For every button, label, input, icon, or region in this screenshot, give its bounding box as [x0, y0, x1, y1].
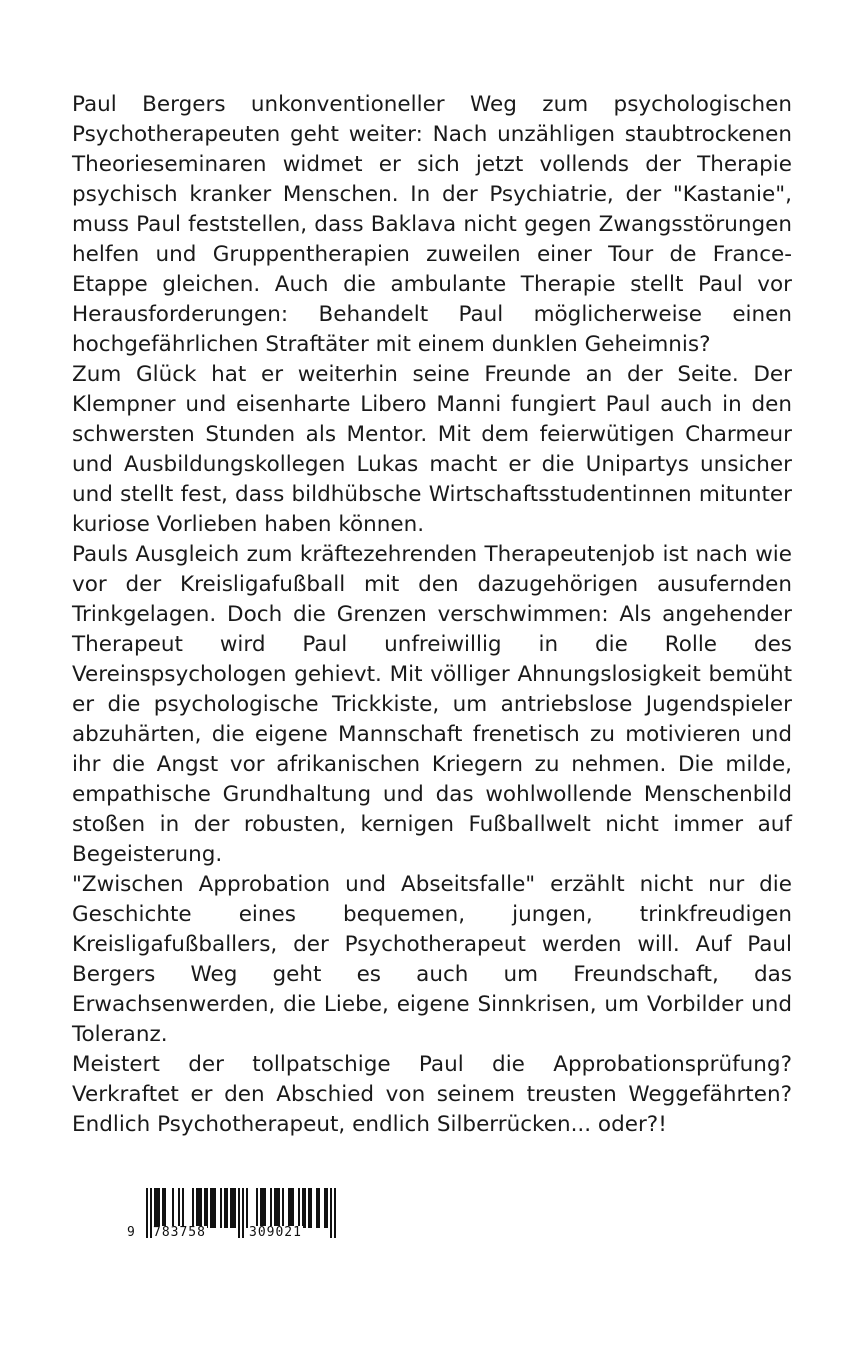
- barcode-bar: [262, 1188, 264, 1228]
- barcode-bar: [290, 1188, 292, 1228]
- barcode-bar: [302, 1188, 304, 1228]
- barcode-bar: [206, 1188, 208, 1228]
- barcode-bar: [200, 1188, 202, 1228]
- barcode-bar: [308, 1188, 310, 1228]
- blurb-paragraph-5: Meistert der tollpatschige Paul die Approbationsprüfung? Verkraftet er den Abschied von seinem treusten Weggefährten? Endlich Psychotherapeut, endlich Silberrücken... oder?!: [72, 1052, 792, 1137]
- barcode-bar: [212, 1188, 214, 1228]
- isbn-barcode: [122, 1188, 342, 1248]
- barcode-bar: [196, 1188, 198, 1228]
- barcode-bar: [334, 1188, 336, 1238]
- barcode-bar: [260, 1188, 262, 1228]
- barcode-bar: [256, 1188, 258, 1228]
- barcode-bar: [298, 1188, 300, 1228]
- barcode-bar: [316, 1188, 318, 1228]
- blurb-paragraph-4: "Zwischen Approbation und Abseitsfalle" erzählt nicht nur die Geschichte eines bequemen, jungen, trinkfreudigen Kreisligafußballers, der Psychotherapeut werden will. Auf Paul Bergers Weg geht es auch um Freundschaft, das Erwachsenwerden, die Liebe, eigene Sinnkrisen, um Vorbilder und Toleranz.: [72, 872, 792, 1047]
- barcode-digit-first: 9: [127, 1225, 135, 1240]
- barcode-bar: [192, 1188, 194, 1228]
- barcode-bar: [278, 1188, 280, 1228]
- barcode-bar: [292, 1188, 294, 1228]
- barcode-bar: [264, 1188, 266, 1228]
- barcode-digits-right: 309021: [249, 1225, 302, 1240]
- barcode-bar: [304, 1188, 306, 1228]
- barcode-bar: [172, 1188, 174, 1228]
- blurb-paragraph-1: Paul Bergers unkonventioneller Weg zum psychologischen Psychotherapeuten geht weiter: Nach unzähligen staubtrockenen Theorieseminaren widmet er sich jetzt vollends der Therapie psychisch kranker Menschen. In der Psychiatrie, der "Kastanie", muss Paul feststellen, dass Baklava nicht gegen Zwangsstörungen helfen und Gruppentherapien zuweilen einer Tour de France-Etappe gleichen. Auch die ambulante Therapie stellt Paul vor Herausforderungen: Behandelt Paul möglicherweise einen hochgefährlichen Straftäter mit einem dunklen Geheimnis?: [72, 92, 792, 357]
- barcode-bar: [214, 1188, 216, 1228]
- barcode-bar: [310, 1188, 312, 1228]
- barcode-bar: [326, 1188, 328, 1228]
- barcode-bar: [274, 1188, 276, 1228]
- barcode-bar: [220, 1188, 222, 1228]
- barcode-bar: [210, 1188, 212, 1228]
- barcode-bar: [204, 1188, 206, 1228]
- barcode-bar: [330, 1188, 332, 1238]
- barcode-bar: [182, 1188, 184, 1228]
- barcode-bar: [162, 1188, 164, 1228]
- barcode-bar: [158, 1188, 160, 1228]
- barcode-bar: [324, 1188, 326, 1228]
- barcode-bar: [230, 1188, 232, 1228]
- barcode-bar: [288, 1188, 290, 1228]
- barcode-bar: [156, 1188, 158, 1228]
- barcode-bar: [282, 1188, 284, 1228]
- barcode-bar: [276, 1188, 278, 1228]
- blurb-paragraph-3: Pauls Ausgleich zum kräftezehrenden Therapeutenjob ist nach wie vor der Kreisligafußball mit den dazugehörigen ausufernden Trinkgelagen. Doch die Grenzen verschwimmen: Als angehender Therapeut wird Paul unfreiwillig in die Rolle des Vereinspsychologen gehievt. Mit völliger Ahnungslosigkeit bemüht er die psychologische Trickkiste, um antriebslose Jugendspieler abzuhärten, die eigene Mannschaft frenetisch zu motivieren und ihr die Angst vor afrikanischen Kriegern zu nehmen. Die milde, empathische Grundhaltung und das wohlwollende Menschenbild stoßen in der robusten, kernigen Fußballwelt nicht immer auf Begeisterung.: [72, 542, 792, 867]
- barcode-bar: [178, 1188, 180, 1228]
- blurb-text: [72, 90, 792, 1140]
- barcode-bar: [238, 1188, 240, 1238]
- barcode-digits-left: 783758: [153, 1225, 206, 1240]
- barcode-bar: [146, 1188, 148, 1238]
- barcode-bar: [242, 1188, 244, 1238]
- barcode-bar: [246, 1188, 248, 1228]
- barcode-bar: [234, 1188, 236, 1228]
- barcode-bar: [232, 1188, 234, 1228]
- barcode-bar: [318, 1188, 320, 1228]
- blurb-paragraph-2: Zum Glück hat er weiterhin seine Freunde an der Seite. Der Klempner und eisenharte Libero Manni fungiert Paul auch in den schwersten Stunden als Mentor. Mit dem feierwütigen Charmeur und Ausbildungskollegen Lukas macht er die Unipartys unsicher und stellt fest, dass bildhübsche Wirtschaftsstudentinnen mitunter kuriose Vorlieben haben können.: [72, 362, 792, 537]
- barcode-bar: [224, 1188, 226, 1228]
- barcode-bar: [154, 1188, 156, 1228]
- barcode-bar: [226, 1188, 228, 1228]
- barcode-bar: [270, 1188, 272, 1228]
- barcode-bar: [198, 1188, 200, 1228]
- barcode-bar: [164, 1188, 166, 1228]
